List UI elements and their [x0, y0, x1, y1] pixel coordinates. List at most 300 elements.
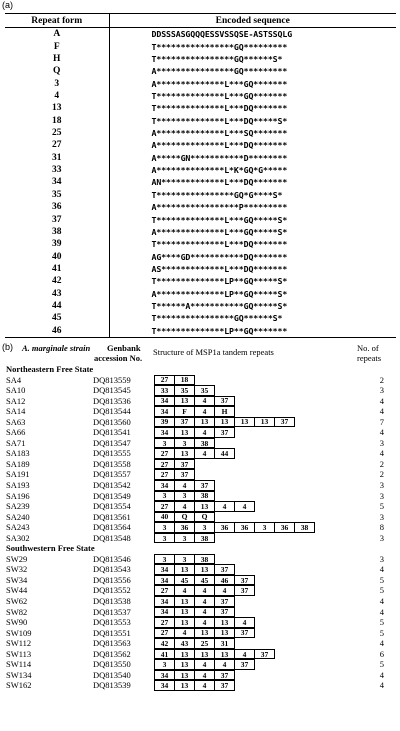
strain-name: SW90	[6, 617, 28, 628]
encoded-sequence-cell: AG****GD***********DQ*******	[151, 251, 288, 262]
strain-name: SW29	[6, 553, 28, 564]
repeat-form-cell: 13	[5, 102, 109, 114]
strain-row	[6, 649, 396, 659]
repeat-box: 4	[174, 480, 195, 491]
repeat-box: 4	[194, 680, 215, 691]
accession-number: DQ813544	[93, 406, 131, 417]
repeat-box: 37	[274, 417, 295, 428]
repeat-box: 4	[194, 406, 215, 417]
encoded-sequence-cell: T****************GQ******S*	[151, 53, 283, 64]
repeat-box: 38	[194, 491, 215, 502]
repeat-box: 3	[254, 522, 275, 533]
encoded-sequence-cell: A*****GN***********D********	[151, 152, 288, 163]
repeat-box: 34	[154, 680, 175, 691]
repeat-form-cell: 42	[5, 275, 109, 287]
table-row	[5, 238, 396, 250]
repeat-box: 34	[154, 480, 175, 491]
strain-row	[6, 427, 396, 437]
repeat-structure	[154, 469, 195, 480]
panel-b-label: (b)	[2, 342, 13, 352]
repeat-form-cell: 39	[5, 238, 109, 250]
repeat-form-cell: 33	[5, 164, 109, 176]
repeat-form-cell: 38	[5, 226, 109, 238]
header-encoded-sequence: Encoded sequence	[109, 14, 396, 28]
table-row	[5, 139, 396, 151]
repeat-structure	[154, 480, 215, 491]
repeat-count: 4	[379, 427, 384, 438]
repeat-count: 5	[379, 585, 384, 596]
strain-name: SA196	[6, 490, 30, 501]
repeat-form-cell: 25	[5, 127, 109, 139]
repeat-box: 13	[194, 501, 215, 512]
repeat-structure	[154, 385, 215, 396]
group-heading: Southwestern Free State	[6, 543, 95, 554]
repeat-box: 37	[234, 575, 255, 586]
repeat-box: Q	[174, 512, 195, 523]
accession-number: DQ813563	[93, 638, 131, 649]
repeat-box: 4	[194, 448, 215, 459]
repeat-box: 36	[214, 522, 235, 533]
repeat-count: 3	[379, 553, 384, 564]
strain-row	[6, 459, 396, 469]
repeat-form-cell: 40	[5, 250, 109, 262]
strain-row	[6, 607, 396, 617]
repeat-count: 7	[379, 416, 384, 427]
accession-number: DQ813552	[93, 585, 131, 596]
strain-row	[6, 512, 396, 522]
repeat-count: 4	[379, 448, 384, 459]
strain-row	[6, 406, 396, 416]
group-heading: Northeastern Free State	[6, 364, 94, 374]
header-repeat-form: Repeat form	[5, 14, 109, 28]
encoded-sequence-cell: T**************L***DQ*****S*	[151, 115, 288, 126]
table-row	[5, 77, 396, 89]
repeat-structure	[154, 680, 235, 691]
repeat-box: 4	[234, 617, 255, 628]
strain-name: SA14	[6, 406, 26, 417]
repeat-count: 6	[379, 648, 384, 659]
repeat-box: 13	[194, 417, 215, 428]
repeat-box: 4	[174, 501, 195, 512]
repeat-box: 13	[174, 680, 195, 691]
accession-number: DQ813553	[93, 617, 131, 628]
encoded-sequence-cell: T****************GQ*********	[151, 41, 288, 52]
strain-row	[6, 375, 396, 385]
repeat-box: 34	[154, 596, 175, 607]
encoded-sequence-cell: T******A***********GQ*****S*	[151, 301, 288, 312]
repeat-form-cell: 37	[5, 213, 109, 225]
table-row	[5, 250, 396, 262]
repeat-box: 34	[154, 396, 175, 407]
repeat-structure	[154, 564, 235, 575]
table-row	[5, 213, 396, 225]
repeat-box: 4	[194, 659, 215, 670]
repeat-structure	[154, 375, 195, 386]
strain-row	[6, 680, 396, 690]
accession-number: DQ813558	[93, 458, 131, 469]
repeat-box: 34	[154, 607, 175, 618]
table-row	[5, 164, 396, 176]
strain-row	[6, 396, 396, 406]
repeat-structure	[154, 585, 255, 596]
repeat-box: 4	[234, 649, 255, 660]
repeat-count: 2	[379, 469, 384, 480]
strain-row	[6, 491, 396, 501]
encoded-sequence-cell: T**************LP**GQ*******	[109, 325, 396, 338]
strain-name: SA10	[6, 385, 26, 396]
repeat-box: 46	[214, 575, 235, 586]
repeat-box: 45	[174, 575, 195, 586]
strain-name: SA183	[6, 448, 30, 459]
accession-number: DQ813555	[93, 448, 131, 459]
encoded-sequence-cell: T****************GQ*G****S*	[151, 189, 283, 200]
repeat-box: 3	[154, 522, 175, 533]
encoded-sequence-cell: A**************L***DQ*******	[151, 140, 288, 151]
repeat-box: 3	[174, 438, 195, 449]
repeat-box: 27	[154, 628, 175, 639]
repeat-box: 3	[154, 533, 175, 544]
encoded-sequence-cell: A**************L***GQ*******	[151, 78, 288, 89]
repeat-count: 4	[379, 596, 384, 606]
table-row	[5, 127, 396, 139]
repeat-box: Q	[194, 512, 215, 523]
repeat-box: 34	[154, 670, 175, 681]
repeat-count: 4	[379, 638, 384, 649]
repeat-box: 13	[174, 617, 195, 628]
repeat-box: 13	[214, 617, 235, 628]
strain-name: SW109	[6, 627, 32, 638]
table-row	[5, 90, 396, 102]
repeat-structure	[154, 491, 215, 502]
repeat-box: 38	[194, 554, 215, 565]
repeat-box: 13	[254, 417, 275, 428]
repeat-form-cell: 35	[5, 189, 109, 201]
repeat-box: 37	[194, 480, 215, 491]
repeat-box: 37	[214, 427, 235, 438]
repeat-box: 31	[214, 638, 235, 649]
accession-number: DQ813548	[93, 532, 131, 543]
repeat-form-table	[5, 13, 396, 338]
repeat-box: 3	[174, 533, 195, 544]
repeat-count: 3	[379, 385, 384, 396]
strain-name: SW62	[6, 596, 28, 606]
repeat-box: 34	[154, 406, 175, 417]
table-row	[5, 300, 396, 312]
strain-row	[6, 480, 396, 490]
table-row	[5, 152, 396, 164]
strain-name: SA12	[6, 395, 26, 406]
repeat-structure	[154, 501, 255, 512]
col-structure-header: Structure of MSP1a tandem repeats	[153, 347, 274, 357]
repeat-box: 38	[194, 438, 215, 449]
repeat-form-cell: F	[5, 40, 109, 52]
repeat-form-cell: 27	[5, 139, 109, 151]
table-row	[5, 201, 396, 213]
repeat-box: 27	[154, 469, 175, 480]
repeat-box: 3	[154, 659, 175, 670]
panel-a-label: (a)	[2, 0, 13, 10]
repeat-box: 4	[234, 501, 255, 512]
repeat-box: 34	[154, 564, 175, 575]
repeat-box: 13	[214, 649, 235, 660]
strain-name: SA302	[6, 532, 30, 543]
repeat-structure	[154, 512, 215, 523]
repeat-box: 27	[154, 617, 175, 628]
repeat-box: 3	[154, 491, 175, 502]
table-row	[5, 263, 396, 275]
repeat-count: 2	[379, 458, 384, 469]
repeat-box: 37	[174, 469, 195, 480]
accession-number: DQ813546	[93, 553, 131, 564]
encoded-sequence-cell: T**************L***GQ*****S*	[151, 214, 288, 225]
encoded-sequence-cell: A****************GQ*********	[151, 66, 288, 77]
table-row	[5, 102, 396, 114]
repeat-box: 37	[254, 649, 275, 660]
encoded-sequence-cell: AS*************L***DQ*******	[151, 264, 288, 274]
strain-name: SW44	[6, 585, 28, 596]
repeat-box: 37	[174, 459, 195, 470]
repeat-form-cell: 34	[5, 176, 109, 188]
repeat-box: 40	[154, 512, 175, 523]
repeat-box: 13	[194, 564, 215, 575]
repeat-form-cell: H	[5, 53, 109, 65]
strain-row	[6, 659, 396, 669]
repeat-box: 45	[194, 575, 215, 586]
repeat-form-cell: 31	[5, 152, 109, 164]
strain-row	[6, 522, 396, 532]
repeat-structure	[154, 638, 235, 649]
encoded-sequence-cell: A**************L***GQ*****S*	[151, 226, 288, 237]
repeat-box: 13	[194, 628, 215, 639]
encoded-sequence-cell: A**************L***SQ*******	[151, 128, 288, 139]
repeat-structure	[154, 575, 255, 586]
strain-row	[6, 596, 396, 606]
strain-name: SW113	[6, 648, 32, 659]
accession-number: DQ813536	[93, 395, 131, 406]
accession-number: DQ813550	[93, 659, 131, 670]
repeat-count: 5	[379, 617, 384, 628]
strain-row	[6, 438, 396, 448]
col-accession-header-2: accession No.	[94, 353, 143, 363]
repeat-box: 36	[174, 522, 195, 533]
accession-number: DQ813556	[93, 574, 131, 585]
repeat-box: 37	[214, 607, 235, 618]
table-row	[5, 40, 396, 52]
accession-number: DQ813551	[93, 627, 131, 638]
repeat-count: 3	[379, 532, 384, 543]
repeat-box: 37	[214, 680, 235, 691]
table-row	[5, 275, 396, 287]
repeat-form-cell: 43	[5, 288, 109, 300]
strain-name: SA239	[6, 501, 30, 512]
repeat-box: 37	[214, 564, 235, 575]
strain-row	[6, 638, 396, 648]
repeat-box: 37	[234, 659, 255, 670]
encoded-sequence-cell: T**************L***DQ*******	[151, 103, 288, 114]
strain-row	[6, 575, 396, 585]
repeat-structure	[154, 459, 195, 470]
strain-name: SW82	[6, 606, 28, 617]
repeat-box: 13	[174, 427, 195, 438]
strain-row	[6, 617, 396, 627]
repeat-box: 35	[194, 385, 215, 396]
repeat-box: 34	[154, 427, 175, 438]
strain-row	[6, 448, 396, 458]
repeat-count: 5	[379, 574, 384, 585]
repeat-box: 38	[294, 522, 315, 533]
repeat-box: 38	[194, 533, 215, 544]
repeat-form-cell: 3	[5, 77, 109, 89]
accession-number: DQ813549	[93, 490, 131, 501]
accession-number: DQ813562	[93, 648, 131, 659]
repeat-box: 4	[194, 396, 215, 407]
repeat-box: 27	[154, 501, 175, 512]
repeat-box: 3	[174, 491, 195, 502]
accession-number: DQ813539	[93, 680, 131, 691]
repeat-form-cell: 45	[5, 312, 109, 324]
table-row	[5, 176, 396, 188]
encoded-sequence-cell: T**************L***GQ*******	[151, 90, 288, 101]
repeat-structure	[154, 396, 235, 407]
repeat-structure	[154, 448, 235, 459]
repeat-count: 3	[379, 490, 384, 501]
encoded-sequence-cell: A**************L*K*GQ*G*****	[151, 165, 288, 176]
repeat-form-cell: 46	[5, 325, 109, 338]
repeat-structure	[154, 596, 235, 607]
repeat-box: 13	[174, 607, 195, 618]
repeat-box: 27	[154, 375, 175, 386]
repeat-box: 4	[214, 501, 235, 512]
repeat-structure	[154, 649, 275, 660]
repeat-box: 18	[174, 375, 195, 386]
strain-row	[6, 628, 396, 638]
repeat-box: 37	[214, 670, 235, 681]
repeat-structure	[154, 628, 255, 639]
strain-name: SW134	[6, 669, 32, 680]
repeat-box: 4	[194, 617, 215, 628]
strain-name: SA191	[6, 469, 30, 480]
repeat-count: 4	[379, 680, 384, 691]
repeat-structure	[154, 670, 235, 681]
accession-number: DQ813564	[93, 522, 131, 533]
strain-row	[6, 417, 396, 427]
strain-name: SW114	[6, 659, 32, 670]
repeat-box: 27	[154, 459, 175, 470]
repeat-count: 3	[379, 480, 384, 490]
encoded-sequence-cell: DDSSSASGQQQESSVSSQSE-ASTSSQLG	[151, 29, 293, 40]
repeat-box: 37	[214, 396, 235, 407]
repeat-box: 42	[154, 638, 175, 649]
strain-name: SA243	[6, 522, 30, 533]
strain-row	[6, 554, 396, 564]
strain-row	[6, 564, 396, 574]
repeat-count: 4	[379, 606, 384, 617]
table-row	[5, 325, 396, 338]
repeat-box: F	[174, 406, 195, 417]
strain-name: SA66	[6, 427, 26, 438]
repeat-box: 37	[234, 628, 255, 639]
repeat-box: 27	[154, 585, 175, 596]
repeat-form-cell: 36	[5, 201, 109, 213]
repeat-box: 13	[174, 670, 195, 681]
strain-name: SA4	[6, 374, 22, 385]
repeat-box: 37	[214, 596, 235, 607]
accession-number: DQ813542	[93, 480, 131, 490]
repeat-form-cell: A	[5, 28, 109, 41]
repeat-structure	[154, 522, 315, 533]
strain-name: SA189	[6, 458, 30, 469]
table-row	[5, 189, 396, 201]
repeat-structure	[154, 617, 255, 628]
repeat-structure	[154, 533, 215, 544]
repeat-box: 4	[194, 607, 215, 618]
strain-row	[6, 501, 396, 511]
table-row	[5, 226, 396, 238]
strain-name: SW112	[6, 638, 32, 649]
repeat-count: 4	[379, 395, 384, 406]
repeat-box: 4	[174, 585, 195, 596]
repeat-form-cell: 4	[5, 90, 109, 102]
repeat-count: 4	[379, 669, 384, 680]
repeat-box: 3	[154, 438, 175, 449]
repeat-form-cell: 44	[5, 300, 109, 312]
accession-number: DQ813540	[93, 669, 131, 680]
strain-row	[6, 469, 396, 479]
repeat-form-cell: 41	[5, 263, 109, 275]
repeat-structure	[154, 554, 215, 565]
repeat-box: 34	[154, 575, 175, 586]
repeat-form-cell: Q	[5, 65, 109, 77]
repeat-box: 4	[214, 585, 235, 596]
repeat-count: 2	[379, 374, 384, 385]
strain-name: SA71	[6, 437, 26, 448]
accession-number: DQ813538	[93, 596, 131, 606]
accession-number: DQ813547	[93, 437, 131, 448]
encoded-sequence-cell: T**************LP**GQ*****S*	[151, 276, 288, 287]
repeat-form-cell: 18	[5, 115, 109, 127]
repeat-box: 4	[214, 659, 235, 670]
repeat-box: 36	[274, 522, 295, 533]
repeat-box: 44	[214, 448, 235, 459]
encoded-sequence-cell: AN*************L***DQ*******	[151, 177, 288, 188]
repeat-box: 41	[154, 649, 175, 660]
repeat-box: 13	[194, 649, 215, 660]
strain-row	[6, 533, 396, 543]
repeat-structure	[154, 406, 235, 417]
table-header-row	[5, 14, 396, 28]
repeat-count: 5	[379, 627, 384, 638]
encoded-sequence-cell: T**************L***DQ*******	[151, 239, 288, 250]
table-row	[5, 53, 396, 65]
repeat-box: 27	[154, 448, 175, 459]
repeat-count: 3	[379, 511, 384, 522]
accession-number: DQ813559	[93, 374, 131, 385]
strain-name: SW32	[6, 564, 28, 575]
repeat-box: 3	[174, 554, 195, 565]
repeat-box: 13	[174, 649, 195, 660]
col-num-header-1: No. of	[357, 343, 379, 353]
repeat-box: 13	[214, 628, 235, 639]
repeat-box: 33	[154, 385, 175, 396]
accession-number: DQ813537	[93, 606, 131, 617]
repeat-box: 4	[194, 427, 215, 438]
strain-name: SA240	[6, 511, 30, 522]
repeat-box: 4	[194, 596, 215, 607]
repeat-count: 8	[379, 522, 384, 533]
accession-number: DQ813543	[93, 564, 131, 575]
repeat-box: 43	[174, 638, 195, 649]
repeat-count: 4	[379, 406, 384, 417]
